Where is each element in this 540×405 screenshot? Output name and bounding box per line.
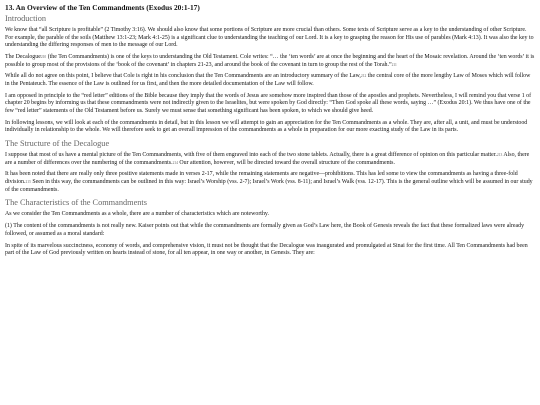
footnote-link[interactable]: 211: [391, 62, 397, 67]
paragraph: We know that “all Scripture is profitable” (2 Timothy 3:16). We should also know that some portions of Scripture are more crucial than others. Some texts of Scripture serve as a key to the understanding of other Scripture. For example, the parable of the soils (Matthew 13:1-23; Mark 4:1-25) is a significant clue to understanding the teaching of our Lord. It is a key to grasping the reason for His use of parables (Mark 4:13). It was also the key to understanding the differing responses of men to the message of our Lord.: [5, 27, 534, 49]
footnote-link[interactable]: 215: [25, 180, 31, 185]
document-body: [5, 14, 535, 258]
paragraph: As we consider the Ten Commandments as a whole, there are a number of characteristics which are noteworthy.: [5, 211, 269, 218]
paragraph: It has been noted that there are really only three positive statements made in verses 2-17, while the remaining statements are negative—prohibitions. This has led some to view the commandments as having a three-fold division.215 Seen in this way, the commandments can be outlined in this way: Israel’s Worship (vss. 2-7); Israel’s Work (vss. 8-11); and Israel’s Walk (vss. 12-17). This is the general outline which will be assumed in our study of the commandments.: [5, 171, 533, 193]
footnote-link[interactable]: 212: [360, 74, 367, 79]
section-heading: Introduction: [5, 14, 47, 23]
paragraph: (1) The content of the commandments is not really new. Kaiser points out that while the commandments are formally given as God’s Law here, the Book of Genesis reveals the fact that these formalized laws were already followed, or assumed as a moral standard:: [5, 223, 525, 237]
footnote-link[interactable]: 210: [40, 54, 47, 59]
paragraph: While all do not agree on this point, I believe that Cole is right in his conclusion that the Ten Commandments are an introductory summary of the Law,212 the central core of the more lengthy Law of Moses which will follow in the Pentateuch. The essence of the Law is outlined for us first, and then the more detailed documentation of the Law will follow.: [5, 73, 531, 87]
paragraph: I am opposed in principle to the “red letter” editions of the Bible because they imply that the words of Jesus are somehow more inspired than those of the apostles and prophets. Nevertheless, I will remind you that verse 1 of chapter 20 begins by informing us that these commandments were not indirectly given to the Israelites, but were spoken by God directly: “Then God spoke all these words, saying …” (Exodus 20:1). We thus have one of the few “red letter” statements of the Old Testament before us. Surely we must sense that something significant has been spoken, to which we should give heed.: [5, 92, 532, 114]
paragraph: The Decalogue210 (the Ten Commandments) is one of the keys to understanding the Old Testament. Cole writes: “… the ‘ten words’ are at once the beginning and the heart of the Mosaic revelation. Around the ‘ten words’ it is possible to group most of the provisions of the ‘book of the covenant’ in chapters 21-23, and around the book of the covenant in turn to group the rest of the Torah.”211: [5, 53, 535, 68]
section-heading: The Structure of the Decalogue: [5, 139, 110, 149]
paragraph: In spite of its marvelous succinctness, economy of words, and comprehensive vision, it must not be thought that the Decalogue was inaugurated and promulgated at Sinai for the first time. All Ten Commandments had been part of the Law of God previously written on hearts instead of stone, for all ten appear, in one way or another, in Genesis. They are:: [5, 242, 528, 257]
paragraph: In following lessons, we will look at each of the commandments in detail, but in this lesson we will attempt to gain an appreciation for the Ten Commandments as a whole. They are, after all, a unit, and must be understood individually in relationship to the whole. We will therefore seek to get an overall impression of the commandments as a whole in preparation for our more exacting study of the Law in its parts.: [5, 119, 528, 134]
section-heading: The Characteristics of the Commandments: [5, 198, 147, 208]
paragraph: I suppose that most of us have a mental picture of the Ten Commandments, with five of them engraved into each of the two stone tablets. Actually, there is a great difference of opinion on this particular matter.213 Also, there are a number of differences over the numbering of the commandments.214 Our attention, however, will be directed toward the overall structure of the commandments.: [5, 152, 530, 166]
footnote-link[interactable]: 214: [172, 160, 178, 165]
page-title: 13. An Overview of the Ten Commandments (Exodus 20:1-17): [5, 3, 200, 12]
footnote-link[interactable]: 213: [496, 153, 503, 158]
